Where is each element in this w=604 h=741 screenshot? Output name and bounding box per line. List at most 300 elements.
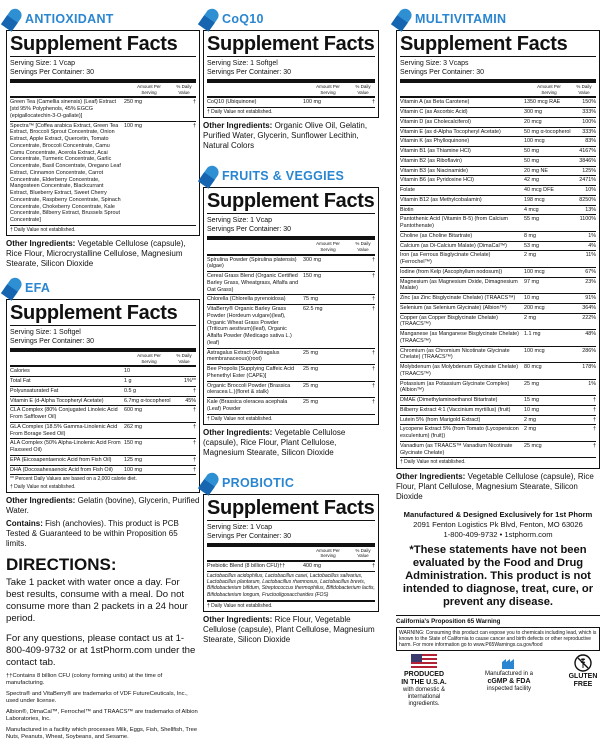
ingredient-dv: 1%: [588, 232, 596, 239]
column-headers: [207, 547, 375, 562]
ingredient-amount: 10 mg: [524, 295, 539, 301]
ingredient-row: [207, 349, 375, 366]
efa-contains: [6, 519, 200, 549]
ingredient-row: [400, 268, 596, 278]
left-column: [6, 0, 200, 741]
ingredient-name: Chlorella (Chlorella pyrenoidosa): [207, 296, 286, 303]
other-text: Vegetable Cellulose (capsule), Rice Flour, Plant Cellulose, Magnesium Stearate, Silicon Dioxide: [396, 471, 594, 501]
ingredient-amount: 62.5 mg: [303, 306, 323, 312]
cgmp-badge: [481, 654, 537, 693]
ingredient-row: [10, 423, 196, 440]
ingredient-amount: 198 mcg: [524, 196, 545, 203]
dv-header: % Daily Value: [576, 84, 592, 95]
coq10-other-ingredients: [203, 121, 379, 151]
ingredient-amount: 1 g: [124, 378, 132, 384]
ingredient-name: Magnesium (as Magnesium Oxide, Dimagnesium Malate): [400, 278, 518, 292]
facts-title: Supplement Facts: [400, 33, 596, 57]
ingredient-name: Spectra™ [Coffea arabica Extract, Green Tea Extract, Broccoli Sprout Concentrate, Onion Extract, Apple Extract, Quercetin, Tomato Concentrate, Broccoli Concentrate, Camu Camu Concentrate, Acerola Extract, Acai Concentrate, Turmeric Concentrate, Garlic Concentrate, Basil Concentrate, Oregano Leaf Extract, Cinnamon Concentrate, Carrot Concentrate, Elderberry Concentrate, Mangosteen Concentrate, Blackcurrant Extract, Blueberry Extract, Sweet Cherry Concentrate, Raspberry Concentrate, Spinach Concentrate, Chokeberry Concentrate, Kale Concentrate, Bilberry Extract, Brussels Sprout Concentrate]: [10, 122, 121, 223]
directions-text: Take 1 packet with water once a day. For best results, consume with a meal. Do not consume more than 2 packets in a 24 hour period.: [6, 576, 188, 624]
ingredient-dv: 3846%: [579, 157, 596, 164]
ingredient-dv: 8250%: [579, 196, 596, 203]
ingredient-name: Vitamin D (as Cholecalciferol): [400, 118, 471, 125]
ingredient-row: [10, 367, 196, 377]
ingredient-amount: 15 mg: [524, 397, 539, 403]
ingredient-dv: †: [193, 99, 196, 106]
ingredient-row: [400, 406, 596, 416]
facts-title: Supplement Facts: [10, 302, 196, 326]
other-label: Other Ingredients:: [6, 239, 76, 248]
ingredient-dv: †: [193, 456, 196, 463]
ingredient-name: Bilberry Extract 4:1 (Vaccinium myrtillus) (fruit): [400, 406, 511, 413]
amount-header: Amount Per Serving: [537, 84, 561, 95]
ingredient-row: [400, 167, 596, 177]
ingredient-row: [400, 206, 596, 216]
ingredient-dv: †: [372, 99, 375, 106]
ingredient-table: [400, 98, 596, 458]
other-text: Vegetable Cellulose (capsule), Rice Flour, Microcrystalline Cellulose, Magnesium Stearate, Silicon Dioxide: [6, 239, 186, 268]
ingredient-name: Vitamin C (as Ascorbic Acid): [400, 109, 468, 115]
ingredient-row: [400, 304, 596, 314]
ingredient-name: Polyunsaturated Fat: [10, 387, 59, 394]
ingredient-amount: 2 mg: [524, 416, 536, 423]
footnote-calories: ** Percent Daily Values are based on a 2,000 calorie diet.: [10, 476, 137, 483]
ingredient-amount: 100 mcg: [524, 268, 545, 275]
serving-info: [10, 57, 196, 83]
other-label: Other Ingredients:: [396, 471, 466, 481]
serving-size: Serving Size: 1 Vcap: [10, 60, 75, 67]
ingredient-dv: †: [372, 366, 375, 372]
ingredient-row: [207, 272, 375, 295]
ingredient-name: Vitamin B1 (as Thiamine HCl): [400, 148, 471, 154]
ingredient-row: [207, 382, 375, 399]
ingredient-row: [10, 122, 196, 226]
ingredient-name: Vitamin A (as Beta Carotene): [400, 99, 470, 106]
ingredient-amount: 8 mg: [524, 232, 536, 239]
ingredient-amount: 100 mg: [124, 122, 142, 129]
amount-header: Amount Per Serving: [137, 84, 161, 95]
ingredient-name: Chromium (as Chromium Nicotinate Glycinate Chelate) (TRAACS™): [400, 347, 510, 361]
other-text: Gelatin (bovine), Glycerin, Purified Water.: [6, 495, 200, 515]
capsule-icon: [198, 6, 221, 31]
ingredient-amount: 1350 mcg RAE: [524, 99, 561, 106]
contact-text: For any questions, please contact us at 1-800-409-9732 or at 1stPhorm.com under the contact tab.: [6, 632, 196, 668]
ingredient-dv: †: [593, 442, 596, 449]
ingredient-name: DMAE (Dimethylaminoethanol Bitartrate): [400, 397, 498, 403]
footnote: † Daily Value not established.: [207, 415, 273, 422]
ingredient-dv: 83%: [585, 138, 596, 145]
column-headers: [207, 83, 375, 98]
ingredient-row: [10, 466, 196, 476]
ingredient-dv: †: [193, 466, 196, 473]
gluten-free-badge: [566, 654, 600, 689]
facts-title: Supplement Facts: [207, 33, 375, 55]
ingredient-row: [400, 278, 596, 295]
servings-per-container: Servings Per Container: 30: [10, 69, 95, 76]
ingredient-row: [10, 98, 196, 121]
section-title: FRUITS & VEGGIES: [222, 169, 345, 184]
servings-per-container: Servings Per Container: 30: [400, 69, 485, 76]
ingredient-row: [207, 256, 375, 273]
ingredient-row: [400, 118, 596, 128]
ingredient-name: Zinc (as Zinc Bisglycinate Chelate) (TRAACS™): [400, 295, 516, 301]
ingredient-amount: 25 mg: [303, 382, 318, 389]
serving-info: [207, 214, 375, 240]
ingredient-amount: 20 mcg: [524, 118, 542, 125]
serving-info: [400, 57, 596, 83]
ingredient-amount: 0.5 g: [124, 387, 136, 394]
ingredient-amount: 100 mg: [303, 99, 321, 106]
ingredient-row: [10, 377, 196, 387]
serving-info: [207, 521, 375, 547]
ingredient-name: Biotin: [400, 206, 414, 213]
fruits-header: [203, 165, 379, 187]
ingredient-amount: 125 mg: [124, 456, 142, 463]
dv-header: % Daily Value: [176, 84, 192, 95]
column-headers: [400, 83, 596, 98]
ingredient-dv: 23%: [585, 278, 596, 285]
column-headers: [207, 240, 375, 255]
ingredient-dv: 286%: [582, 347, 596, 354]
capsule-icon: [1, 6, 24, 31]
directions-title: DIRECTIONS:: [6, 554, 117, 574]
badge-title: GLUTEN: [568, 672, 598, 680]
ingredient-dv: 48%: [585, 331, 596, 337]
ingredient-name: Kale (Brassica oleracea acephala (Leaf) Powder: [207, 399, 288, 412]
ingredient-row: [10, 456, 196, 466]
ingredient-row: [400, 251, 596, 268]
ingredient-amount: 300 mg: [303, 256, 321, 263]
ingredient-row: [400, 128, 596, 138]
capsule-icon: [198, 470, 221, 495]
ingredient-dv: 333%: [582, 109, 596, 115]
ingredient-name: Cereal Grass Blend (Organic Certified Barley Grass, Wheatgrass, Alfalfa and Oat Grass): [207, 273, 299, 293]
ingredient-row: [10, 406, 196, 423]
ingredient-row: [207, 398, 375, 415]
ingredient-row: [400, 242, 596, 252]
capsule-icon: [1, 275, 24, 300]
ingredient-row: [400, 98, 596, 108]
badge-desc: inspected facility: [486, 685, 532, 692]
ingredient-row: [10, 439, 196, 456]
ingredient-row: [400, 330, 596, 347]
badge-sub: IN THE U.S.A.: [401, 678, 447, 686]
address-line: 2091 Fenton Logistics Pk Blvd, Fenton, MO 63026: [413, 519, 583, 529]
capsule-icon: [198, 164, 221, 189]
ingredient-name: EPA (Eicosapentaenoic Acid from Fish Oil): [10, 456, 112, 463]
ingredient-dv: †: [593, 426, 596, 433]
multivitamin-header: [396, 8, 600, 30]
ingredient-name: Vitamin K (as Phylloquinone): [400, 138, 470, 145]
ingredient-row: [400, 147, 596, 157]
allergen-note: Manufactured in a facility which processes Milk, Eggs, Fish, Shellfish, Tree Nuts, Peanuts, Wheat, Soybeans, and Sesame.: [6, 726, 198, 740]
prop65-title: California's Proposition 65 Warning: [396, 615, 600, 625]
other-label: Other Ingredients:: [203, 615, 273, 624]
fda-disclaimer: *These statements have not been evaluated by the Food and Drug Administration. This product is not intended to diagnose, treat, cure, or prevent any disease.: [402, 543, 594, 608]
ingredient-name: Folate: [400, 187, 415, 193]
ingredient-table: [10, 98, 196, 226]
fruits-other-ingredients: [203, 428, 379, 458]
ingredient-name: Vanadium (as TRAACS™ Vanadium Nicotinate Glycinate Chelate): [400, 442, 513, 456]
cfu-note: ††Contains 8 billion CFU (colony forming units) at the time of manufacturing.: [6, 672, 163, 686]
ingredient-name: Total Fat: [10, 378, 31, 384]
ingredient-dv: 100%: [582, 118, 596, 125]
section-title: EFA: [25, 281, 51, 295]
ingredient-name: Iodine (from Kelp (Ascophyllum nodosum)): [400, 268, 503, 275]
section-title: ANTIOXIDANT: [25, 12, 114, 26]
other-text: Vegetable Cellulose (capsule), Rice Flour, Plant Cellulose, Magnesium Stearate, Silicon Dioxide: [203, 427, 346, 457]
ingredient-dv: †: [593, 406, 596, 413]
ingredient-dv: 1%**: [184, 378, 196, 384]
badge-sub: FREE: [573, 680, 593, 688]
ingredient-row: [400, 347, 596, 364]
facts-title: Supplement Facts: [207, 496, 375, 519]
ingredient-name: GLA Complex (18.5% Gamma-Linolenic Acid From Borage Seed Oil): [10, 423, 118, 437]
serving-size: Serving Size: 3 Vcaps: [400, 60, 469, 67]
ingredient-row: [400, 442, 596, 459]
ingredient-row: [400, 186, 596, 196]
ingredient-name: Molybdenum (as Molybdenum Glycinate Chelate) (TRAACS™): [400, 364, 519, 377]
serving-size: Serving Size: 1 Softgel: [10, 329, 81, 336]
ingredient-row: [400, 314, 596, 331]
ingredient-amount: 250 mg: [124, 99, 142, 106]
other-label: Other Ingredients:: [203, 427, 273, 437]
ingredient-dv: 10%: [585, 187, 596, 193]
ingredient-name: Spirulina Powder (Spirulina platensis) (algae): [207, 256, 297, 270]
ingredient-amount: 53 mg: [524, 242, 539, 249]
ingredient-name: Pantothenic Acid (Vitamin B-5) (from Calcium Pantothenate): [400, 216, 509, 229]
ingredient-dv: †: [372, 296, 375, 303]
efa-facts-panel: [6, 299, 200, 493]
amount-header: Amount Per Serving: [316, 241, 340, 252]
ingredient-row: [400, 108, 596, 118]
ingredient-row: [207, 98, 375, 108]
ingredient-name: Organic Broccoli Powder (Brassica oleracea L.)(floret & stalk): [207, 382, 291, 396]
ingredient-amount: 10: [124, 368, 130, 375]
albion-trademark: Albion®, DimaCal™, Ferrochel™ and TRAACS™ are trademarks of Albion Laboratories, Inc.: [6, 708, 198, 722]
ingredient-dv: 11%: [585, 252, 596, 259]
badges: [396, 654, 600, 708]
probiotic-strains: Lactobacillus acidophilus, Lactobacillus casei, Lactobacillus salivarius, Lactobacillus plantarum, Lactobacillus rhamnosus, Lactobacillus brevis, Bifidobacterium bifidum, Streptococcus thermophilus, Bifidobacterium lactis, Bifidobacterium longum, Fructooligosaccharides (FOS): [207, 572, 375, 602]
ingredient-amount: 50 mg: [524, 157, 539, 164]
ingredient-dv: †: [193, 122, 196, 129]
amount-header: Amount Per Serving: [137, 353, 161, 364]
ingredient-amount: 25 mg: [524, 380, 539, 387]
ingredient-row: [400, 196, 596, 206]
ingredient-amount: 2 mg: [524, 252, 536, 259]
ingredient-dv: 91%: [585, 295, 596, 301]
badge-desc: with domestic & international ingredients.: [402, 686, 445, 707]
ingredient-row: [400, 425, 596, 442]
ingredient-row: [400, 416, 596, 426]
ingredient-dv: †: [372, 399, 375, 405]
facts-title: Supplement Facts: [207, 190, 375, 213]
ingredient-dv: †: [593, 416, 596, 423]
other-label: Other Ingredients:: [203, 121, 273, 131]
ingredient-dv: †: [193, 387, 196, 394]
ingredient-amount: 25 mg: [303, 366, 318, 372]
dv-header: % Daily Value: [355, 241, 371, 252]
ingredient-amount: 25 mg: [303, 349, 318, 356]
ingredient-table: [207, 256, 375, 415]
ingredient-amount: 42 mg: [524, 177, 539, 184]
right-column: [396, 0, 600, 708]
facts-title: Supplement Facts: [10, 33, 196, 57]
antioxidant-facts-panel: [6, 30, 200, 236]
dv-header: % Daily Value: [176, 353, 192, 364]
ingredient-row: [400, 232, 596, 242]
ingredient-dv: †: [372, 306, 375, 312]
ingredient-amount: 2 mg: [524, 426, 536, 433]
ingredient-amount: 150 mg: [124, 440, 142, 447]
ingredient-row: [400, 157, 596, 167]
ingredient-dv: †: [372, 349, 375, 356]
coq10-facts-panel: [203, 30, 379, 118]
ingredient-dv: †: [372, 256, 375, 263]
ingredient-dv: 4%: [588, 242, 596, 249]
ingredient-name: DHA (Docosahexaenoic Acid from Fish Oil): [10, 466, 113, 473]
ingredient-amount: 75 mg: [303, 296, 318, 303]
ingredient-name: Bee Propolis [Supplying Caffeic Acid Phenethyl Ester (CAPE)]: [207, 366, 295, 379]
us-flag-icon: [411, 654, 437, 670]
badge-title: PRODUCED: [403, 670, 445, 678]
ingredient-row: [207, 562, 375, 572]
section-title: PROBIOTIC: [222, 475, 295, 490]
badge-sub: cGMP & FDA: [487, 677, 531, 685]
ingredient-amount: 300 mg: [524, 109, 542, 115]
ingredient-name: Lutein 5% (from Marigold Extract): [400, 416, 481, 423]
ingredient-name: Vitamin B2 (as Riboflavin): [400, 157, 462, 164]
ingredient-table: [207, 98, 375, 108]
ingredient-name: ALA Complex (50% Alpha-Linolenic Acid From Flaxseed Oil): [10, 440, 121, 453]
contains-label: Contains:: [6, 518, 43, 528]
ingredient-row: [207, 305, 375, 349]
ingredient-dv: 1%: [588, 380, 596, 387]
ingredient-name: Vitamin E (d-Alpha Tocopheryl Acetate): [10, 397, 104, 404]
ingredient-amount: 55 mg: [524, 216, 539, 223]
ingredient-table: [10, 367, 196, 475]
ingredient-amount: 80 mcg: [524, 364, 542, 370]
ingredient-dv: †: [372, 563, 375, 569]
ingredient-row: [400, 380, 596, 397]
servings-per-container: Servings Per Container: 30: [207, 69, 292, 76]
usa-badge: [396, 654, 452, 708]
ingredient-amount: 50 mg: [524, 148, 539, 154]
probiotic-header: [203, 472, 379, 494]
ingredient-dv: 45%: [185, 397, 196, 404]
ingredient-name: Green Tea (Camellia sinensis) (Leaf) Extract [std 95% Polyphenols, 45% EGCG (epigallocatechin-3-O-gallate)]: [10, 99, 116, 119]
ingredient-row: [400, 363, 596, 380]
ingredient-name: Manganese (as Manganese Bisglycinate Chelate) (TRAACS™): [400, 331, 519, 344]
multivitamin-other-ingredients: [396, 472, 600, 502]
footnote: † Daily Value not established.: [207, 602, 273, 609]
ingredient-amount: 100 mg: [124, 466, 142, 473]
ingredient-name: Potassium (as Potassium Glycinate Complex) (Albion™): [400, 380, 510, 394]
other-text: Organic Olive Oil, Gelatin, Purified Water, Glycerin, Sunflower Lecithin, Natural Colors: [203, 121, 368, 151]
section-title: MULTIVITAMIN: [415, 12, 507, 26]
serving-info: [207, 57, 375, 83]
efa-other-ingredients: [6, 496, 200, 516]
ingredient-dv: 364%: [582, 304, 596, 311]
ingredient-amount: 20 mg NE: [524, 167, 548, 174]
serving-info: [10, 326, 196, 352]
ingredient-table: [207, 562, 375, 572]
ingredient-amount: 600 mg: [124, 407, 142, 414]
ingredient-dv: 67%: [585, 268, 596, 275]
amount-header: Amount Per Serving: [316, 547, 340, 559]
manufacturer-info: [396, 510, 600, 540]
ingredient-amount: 2 mg: [524, 314, 536, 321]
antioxidant-other-ingredients: [6, 239, 200, 269]
ingredient-dv: †: [593, 397, 596, 403]
dv-header: % Daily Value: [355, 547, 371, 559]
ingredient-name: Iron (as Ferrous Bisglycinate Chelate) (Ferrochel™): [400, 252, 491, 265]
ingredient-amount: 25 mcg: [524, 442, 542, 449]
ingredient-row: [400, 215, 596, 232]
amount-header: Amount Per Serving: [316, 84, 340, 95]
serving-size: Serving Size: 1 Vcap: [207, 217, 272, 225]
ingredient-row: [207, 295, 375, 305]
ingredient-row: [207, 365, 375, 382]
column-headers: [10, 352, 196, 367]
capsule-icon: [391, 6, 414, 31]
ingredient-amount: 10 mg: [524, 406, 539, 413]
badge-title: Manufactured in a: [484, 670, 534, 677]
multivitamin-facts-panel: [396, 30, 600, 469]
ingredient-dv: 1100%: [579, 216, 596, 223]
dv-header: % Daily Value: [355, 84, 371, 95]
ingredient-row: [400, 396, 596, 406]
contains-text: Fish (anchovies). This product is PCB Tested & Guaranteed to be within Proposition 65 limits.: [6, 518, 179, 548]
middle-column: [203, 0, 379, 645]
ingredient-dv: 13%: [585, 206, 596, 213]
ingredient-amount: 97 mg: [524, 278, 539, 285]
spectra-trademark: Spectra® and VitaBerry® are trademarks of VDF FutureCeuticals, Inc., used under license.: [6, 690, 188, 704]
ingredient-dv: 222%: [582, 314, 596, 321]
efa-header: [6, 277, 200, 299]
ingredient-dv: 2471%: [579, 177, 596, 184]
wheat-icon: [574, 654, 592, 672]
footnote: † Daily Value not established.: [10, 483, 76, 490]
probiotic-facts-panel: [203, 494, 379, 612]
ingredient-row: [10, 387, 196, 397]
other-label: Other Ingredients:: [6, 495, 76, 505]
ingredient-amount: 40 mcg DFE: [524, 187, 554, 193]
ingredient-name: Choline (as Choline Bitartrate): [400, 232, 473, 239]
serving-size: Serving Size: 1 Vcap: [207, 523, 272, 531]
ingredient-amount: 25 mg: [303, 399, 318, 405]
fruits-facts-panel: [203, 187, 379, 425]
ingredient-amount: 150 mg: [303, 273, 321, 279]
ingredient-row: [400, 137, 596, 147]
ingredient-dv: †: [193, 440, 196, 447]
ingredient-dv: †: [193, 423, 196, 430]
ingredient-row: [400, 294, 596, 304]
ingredient-row: [400, 176, 596, 186]
ingredient-dv: 150%: [582, 99, 596, 106]
factory-icon: [501, 654, 517, 670]
ingredient-dv: †: [193, 407, 196, 414]
coq10-header: [203, 8, 379, 30]
ingredient-amount: 100 mcg: [524, 138, 545, 145]
footnote: † Daily Value not established.: [400, 459, 466, 466]
ingredient-name: Astragalus Extract (Astragalus membranaceous)(root): [207, 349, 280, 363]
ingredient-name: Vitamin B6 (as Pyridoxine HCl): [400, 177, 474, 184]
ingredient-dv: †: [372, 273, 375, 279]
ingredient-name: CLA Complex (80% Conjugated Linoleic Acid From Safflower Oil): [10, 407, 118, 420]
ingredient-dv: †: [372, 382, 375, 389]
ingredient-amount: 50 mg α-tocopherol: [524, 128, 571, 135]
column-headers: [10, 83, 196, 98]
